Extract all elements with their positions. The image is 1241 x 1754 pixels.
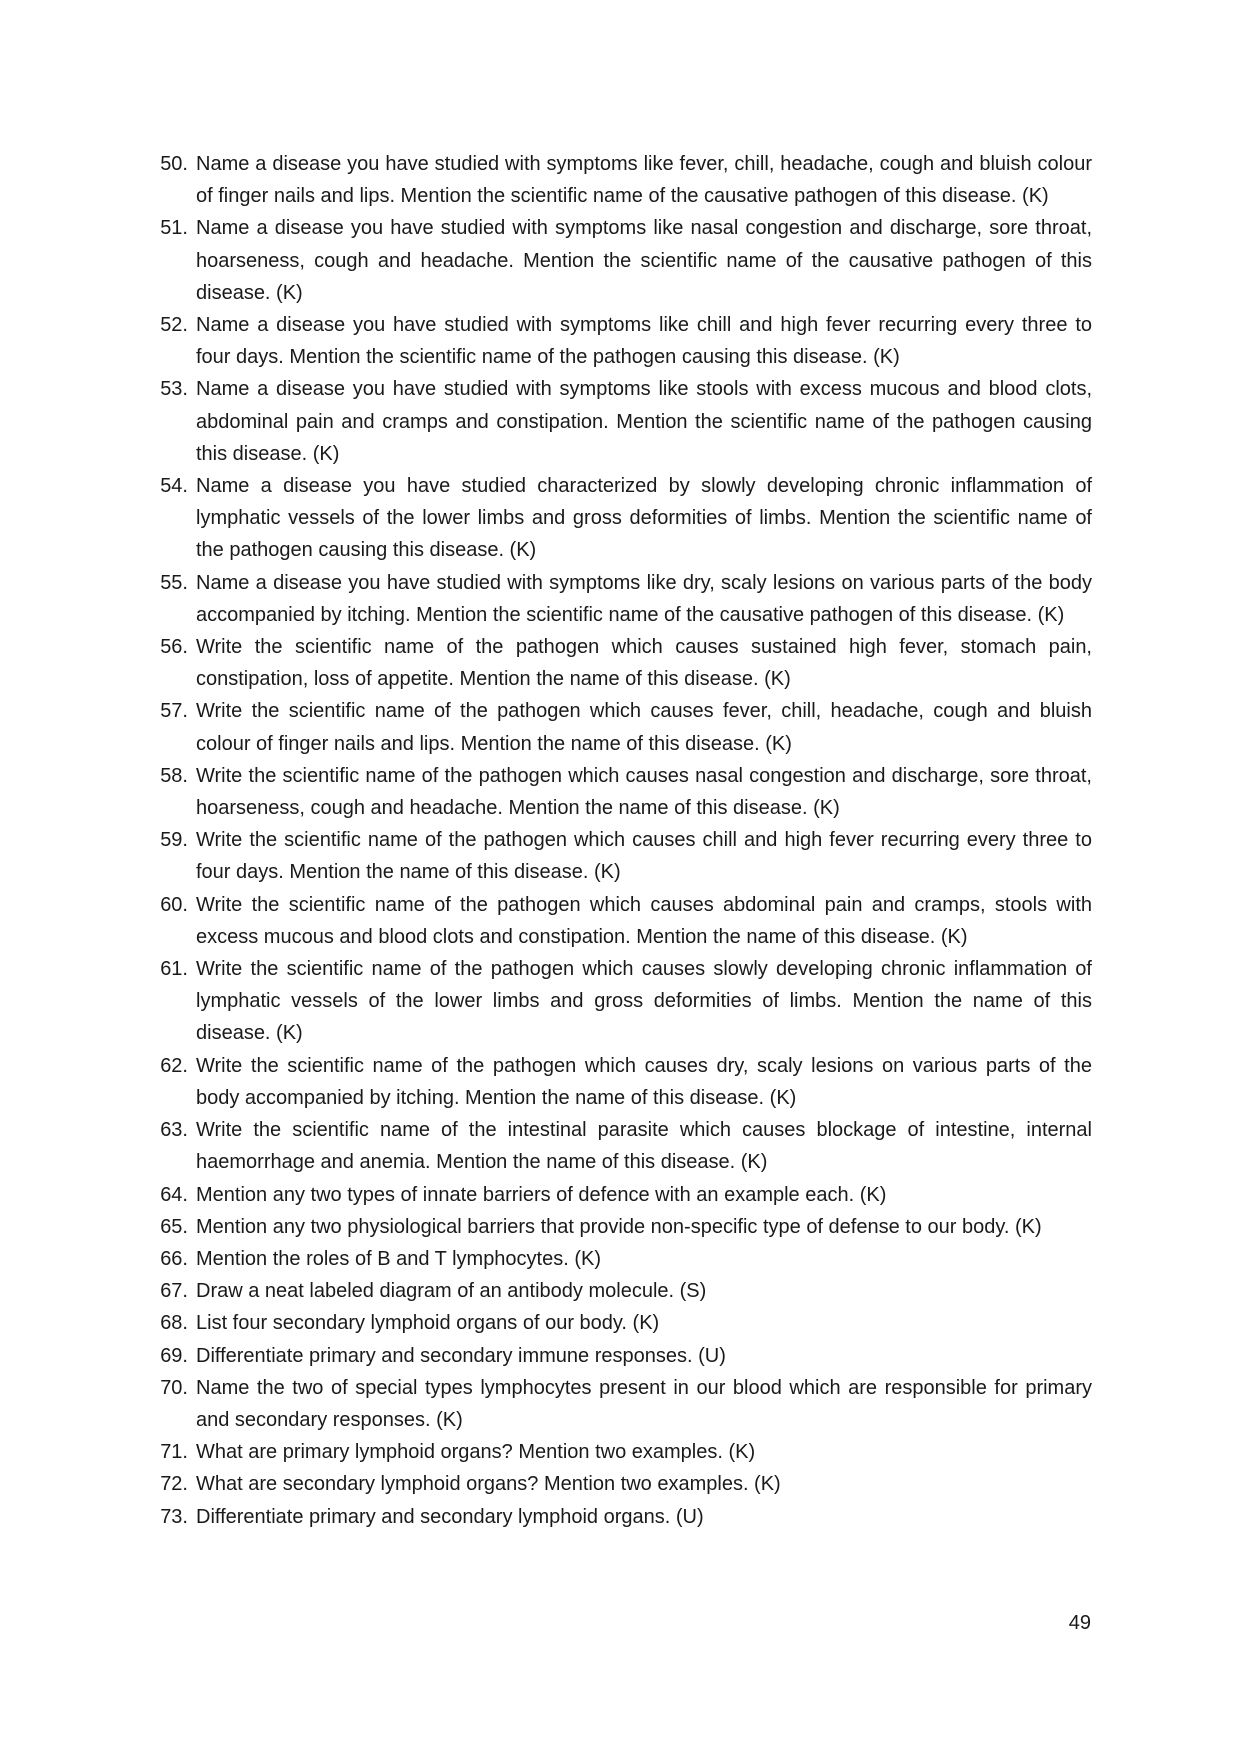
question-item — [150, 695, 1092, 759]
question-number: 66. — [160, 1247, 188, 1270]
question-number: 64. — [160, 1183, 188, 1206]
question-number: 69. — [160, 1344, 188, 1367]
question-item — [150, 1275, 1092, 1307]
question-text: Write the scientific name of the pathogen which causes fever, chill, headache, cough and bluish colour of finger nails and lips. Mention the name of this disease. (K) — [196, 700, 1092, 755]
question-number: 53. — [160, 378, 188, 401]
question-number: 68. — [160, 1312, 188, 1335]
question-text: What are primary lymphoid organs? Mention two examples. (K) — [196, 1441, 756, 1464]
question-number: 59. — [160, 829, 188, 852]
question-text: Draw a neat labeled diagram of an antibody molecule. (S) — [196, 1280, 707, 1303]
question-item — [150, 1436, 1092, 1468]
question-item — [150, 1468, 1092, 1500]
question-item — [150, 1179, 1092, 1211]
question-text: List four secondary lymphoid organs of our body. (K) — [196, 1312, 660, 1335]
question-text: Write the scientific name of the pathogen which causes dry, scaly lesions on various parts of the body accompanied by itching. Mention the name of this disease. (K) — [196, 1054, 1092, 1109]
page-number: 49 — [1068, 1612, 1091, 1634]
question-number: 71. — [160, 1441, 188, 1464]
question-text: Mention the roles of B and T lymphocytes. (K) — [196, 1247, 602, 1270]
question-item — [150, 1114, 1092, 1178]
question-number: 58. — [160, 764, 188, 787]
question-number: 65. — [160, 1215, 188, 1238]
question-text: Write the scientific name of the pathogen which causes nasal congestion and discharge, sore throat, hoarseness, cough and headache. Mention the name of this disease. (K) — [196, 764, 1092, 820]
question-number: 51. — [160, 217, 188, 240]
question-text: Differentiate primary and secondary lymphoid organs. (U) — [196, 1505, 704, 1528]
question-text: Name a disease you have studied with symptoms like nasal congestion and discharge, sore throat, hoarseness, cough and headache. Mention the scientific name of the causative pathogen of this disease. (K) — [196, 217, 1092, 304]
question-number: 56. — [160, 636, 188, 659]
question-item — [150, 1340, 1092, 1372]
question-number: 57. — [160, 700, 188, 723]
question-text: Write the scientific name of the pathogen which causes slowly developing chronic inflammation of lymphatic vessels of the lower limbs and gross deformities of limbs. Mention the name of this disease. (K) — [196, 958, 1092, 1045]
question-number: 73. — [160, 1505, 188, 1528]
question-item — [150, 1211, 1092, 1243]
question-text: Write the scientific name of the intestinal parasite which causes blockage of intestine, internal haemorrhage and anemia. Mention the name of this disease. (K) — [196, 1119, 1092, 1174]
question-item — [150, 1372, 1092, 1436]
question-number: 52. — [160, 314, 188, 337]
question-number: 62. — [160, 1054, 188, 1077]
question-number: 55. — [160, 571, 188, 594]
question-number: 54. — [160, 475, 188, 498]
question-text: Name the two of special types lymphocytes present in our blood which are responsible for primary and secondary responses. (K) — [196, 1376, 1092, 1431]
question-item — [150, 1050, 1092, 1114]
question-text: Name a disease you have studied with symptoms like stools with excess mucous and blood clots, abdominal pain and cramps and constipation. Mention the scientific name of the pathogen causing this disease. (K) — [196, 378, 1092, 465]
question-item — [150, 309, 1092, 373]
question-text: What are secondary lymphoid organs? Mention two examples. (K) — [196, 1473, 781, 1496]
question-number: 60. — [160, 893, 188, 916]
question-number: 63. — [160, 1119, 188, 1142]
question-number: 70. — [160, 1376, 188, 1399]
question-item — [150, 148, 1092, 212]
question-text: Differentiate primary and secondary immune responses. (U) — [196, 1344, 726, 1367]
question-item — [150, 889, 1092, 953]
question-text: Write the scientific name of the pathogen which causes abdominal pain and cramps, stools with excess mucous and blood clots and constipation. Mention the name of this disease. (K) — [196, 893, 1092, 948]
question-item — [150, 470, 1092, 567]
question-item — [150, 953, 1092, 1050]
question-number: 61. — [160, 958, 188, 981]
question-text: Name a disease you have studied with symptoms like fever, chill, headache, cough and bluish colour of finger nails and lips. Mention the scientific name of the causative pathogen of this disease. (K) — [196, 153, 1092, 208]
question-text: Name a disease you have studied with symptoms like chill and high fever recurring every three to four days. Mention the scientific name of the pathogen causing this disease. (K) — [196, 314, 1092, 369]
question-item — [150, 631, 1092, 695]
question-text: Mention any two physiological barriers that provide non-specific type of defense to our body. (K) — [196, 1215, 1042, 1238]
question-item — [150, 373, 1092, 470]
question-list — [150, 148, 1092, 1533]
question-text: Name a disease you have studied with symptoms like dry, scaly lesions on various parts of the body accompanied by itching. Mention the scientific name of the causative pathogen of this disease. (K) — [196, 571, 1092, 626]
question-text: Mention any two types of innate barriers of defence with an example each. (K) — [196, 1183, 887, 1206]
question-number: 72. — [160, 1473, 188, 1496]
question-item — [150, 1243, 1092, 1275]
question-item — [150, 1307, 1092, 1339]
question-text: Write the scientific name of the pathogen which causes chill and high fever recurring every three to four days. Mention the name of this disease. (K) — [196, 829, 1092, 884]
question-text: Write the scientific name of the pathogen which causes sustained high fever, stomach pain, constipation, loss of appetite. Mention the name of this disease. (K) — [196, 636, 1092, 691]
question-number: 67. — [160, 1280, 188, 1303]
question-number: 50. — [160, 153, 188, 175]
question-item — [150, 760, 1092, 824]
question-item — [150, 567, 1092, 631]
question-text: Name a disease you have studied characterized by slowly developing chronic inflammation of lymphatic vessels of the lower limbs and gross deformities of limbs. Mention the scientific name of the pathogen causing this disease. (K) — [196, 475, 1092, 562]
question-item — [150, 212, 1092, 309]
question-item — [150, 1501, 1092, 1533]
question-item — [150, 824, 1092, 888]
